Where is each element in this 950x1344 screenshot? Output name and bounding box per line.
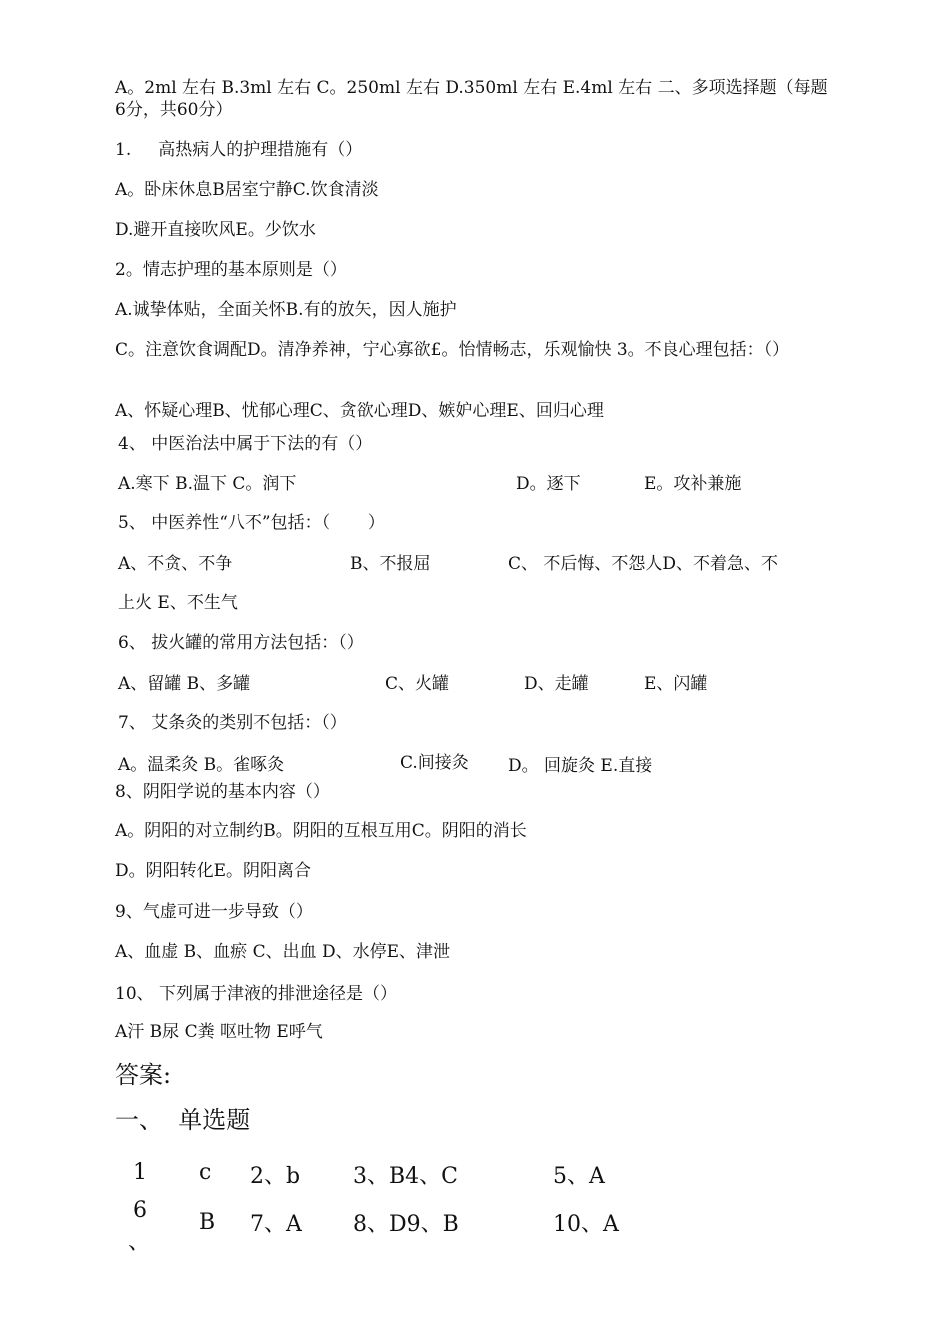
question-6: 6、 拔火罐的常用方法包括：（） xyxy=(118,633,364,653)
question-8-options: A。阴阳的对立制约B。阴阳的互根互用C。阴阳的消长 xyxy=(115,821,527,841)
answer-value: B xyxy=(199,1210,216,1235)
answer-number: 6 xyxy=(133,1198,147,1223)
question-options-text: A。2ml 左右 B.3ml 左右 C。250ml 左右 D.350ml 左右 E.4ml 左右 二、多项选择题（每题6分，共60分） xyxy=(115,78,828,120)
option-e: E、闪罐 xyxy=(644,674,708,694)
answer-value: c xyxy=(199,1160,212,1185)
option-d: D、走罐 xyxy=(524,674,589,694)
question-2: 2。情志护理的基本原则是（） xyxy=(115,260,347,280)
answer-pair: 5、A xyxy=(553,1164,605,1189)
answers-section-heading: 一、 单选题 xyxy=(115,1106,251,1134)
question-9: 9、气虚可进一步导致（） xyxy=(115,902,313,922)
question-5-options xyxy=(0,553,950,575)
answer-number: 1 xyxy=(133,1160,147,1185)
question-1-options-continued: D.避开直接吹风E。少饮水 xyxy=(115,220,316,240)
question-8-options-continued: D。阴阳转化E。阴阳离合 xyxy=(115,861,312,881)
question-4-options xyxy=(0,473,950,495)
answer-separator-mark: 、 xyxy=(128,1230,151,1255)
question-7: 7、 艾条灸的类别不包括：（） xyxy=(118,713,347,733)
answer-pair: 10、A xyxy=(553,1212,619,1237)
option-a-b: A。温柔灸 B。雀啄灸 xyxy=(118,755,285,775)
question-1-options: A。卧床休息B居室宁静C.饮食清淡 xyxy=(115,180,379,200)
option-c-d: C、 不后悔、不怨人D、不着急、不 xyxy=(508,554,779,574)
question-2-options-continued: C。注意饮食调配D。清净养神，宁心寡欲£。怡情畅志，乐观愉快 3。不良心理包括：（） xyxy=(115,340,790,360)
question-3-options: A、怀疑心理B、忧郁心理C、贪欲心理D、嫉妒心理E、回归心理 xyxy=(115,401,604,421)
answer-pair: 8、D9、B xyxy=(353,1212,459,1237)
answer-pair: 3、B4、C xyxy=(353,1164,458,1189)
option-d-e: D。 回旋灸 E.直接 xyxy=(508,756,653,776)
question-7-options xyxy=(0,752,950,778)
option-e: E。攻补兼施 xyxy=(644,474,742,494)
option-d: D。逐下 xyxy=(516,474,581,494)
question-9-options: A、血虚 B、血瘀 C、出血 D、水停E、津泄 xyxy=(115,942,451,962)
question-1: 1. 高热病人的护理措施有（） xyxy=(115,140,363,160)
question-5: 5、 中医养性“八不”包括：（ ） xyxy=(118,513,385,533)
option-a-b: A、留罐 B、多罐 xyxy=(118,674,251,694)
option-a: A、不贪、不争 xyxy=(118,554,233,574)
answer-pair: 2、b xyxy=(250,1164,301,1189)
option-c: C、火罐 xyxy=(385,674,450,694)
option-a-b-c: A.寒下 B.温下 C。润下 xyxy=(118,474,297,494)
option-c: C.间接灸 xyxy=(400,753,469,773)
question-6-options xyxy=(0,673,950,695)
answers-title: 答案: xyxy=(115,1061,172,1089)
option-b: B、不报屈 xyxy=(350,554,431,574)
question-10-options: A汗 B尿 C粪 呕吐物 E呼气 xyxy=(115,1022,323,1042)
question-8: 8、阴阳学说的基本内容（） xyxy=(115,782,330,802)
question-2-options: A.诚挚体贴，全面关怀B.有的放矢，因人施护 xyxy=(115,300,457,320)
question-10: 10、 下列属于津液的排泄途径是（） xyxy=(115,984,398,1004)
answer-pair: 7、A xyxy=(250,1212,302,1237)
question-5-options-continued: 上火 E、不生气 xyxy=(118,593,238,613)
question-4: 4、 中医治法中属于下法的有（） xyxy=(118,434,373,454)
